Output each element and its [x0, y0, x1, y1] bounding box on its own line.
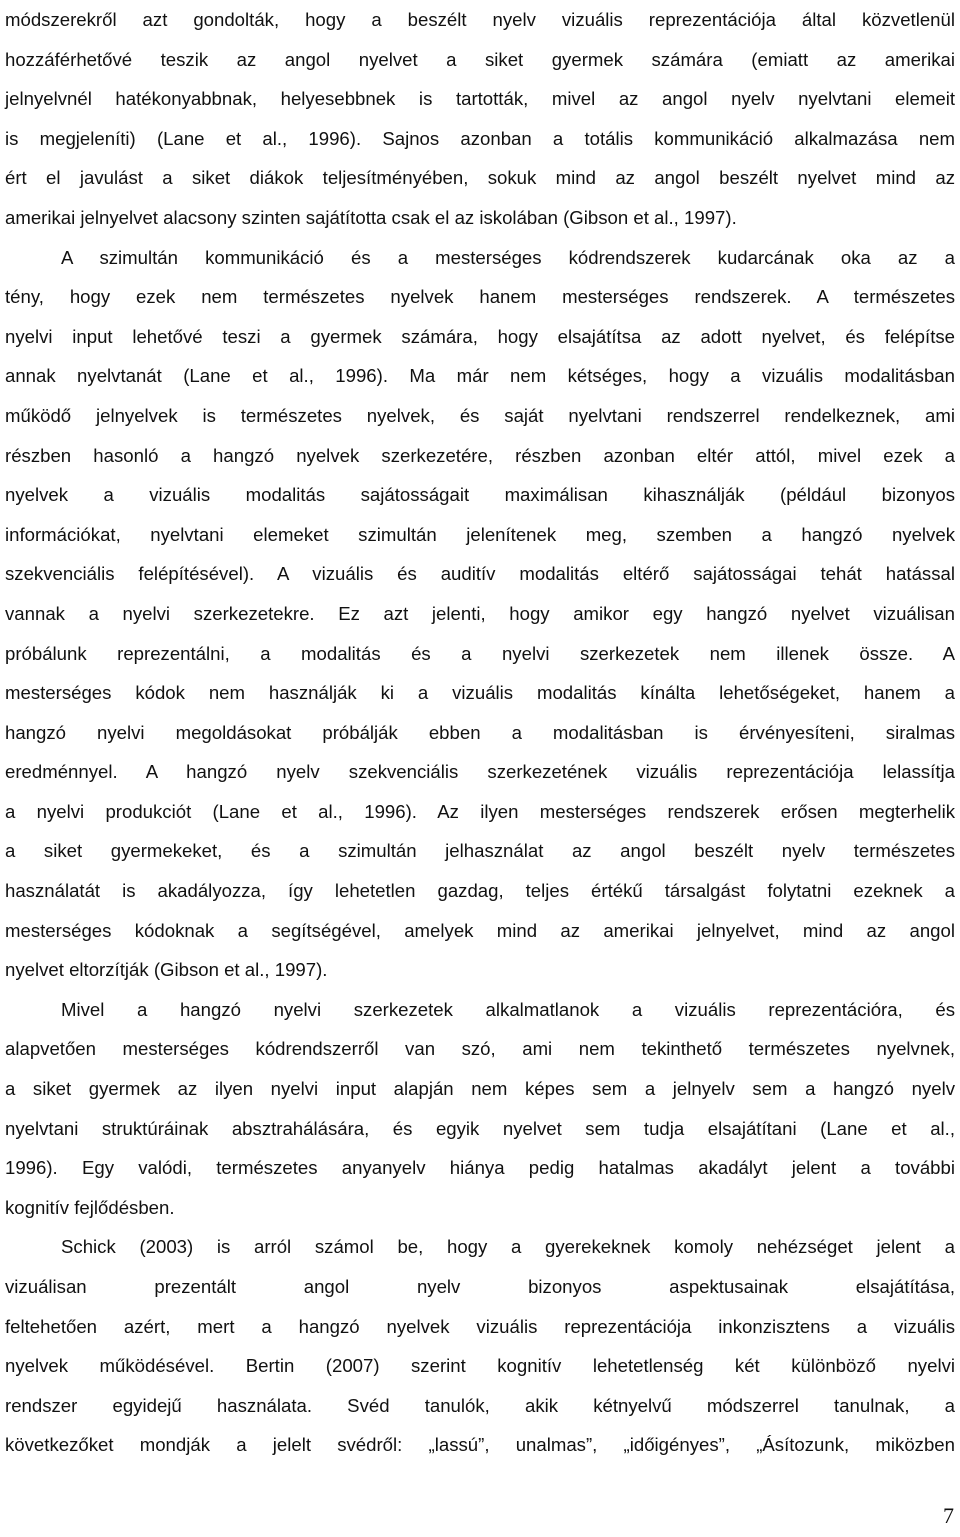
text-line: nyelvi input lehetővé teszi a gyermek számára, hogy elsajátítsa az adott nyelvet, és felépítse: [5, 325, 955, 347]
text-line: hozzáférhetővé teszik az angol nyelvet a siket gyermek számára (emiatt az amerikai: [5, 48, 955, 70]
text-line: nyelvek működésével. Bertin (2007) szerint kognitív lehetetlenség két különböző nyelvi: [5, 1355, 955, 1377]
document-body: [5, 0, 955, 1465]
text-line: módszerekről azt gondolták, hogy a beszélt nyelv vizuális reprezentációja által közvetlenül: [5, 9, 955, 30]
text-line: Mivel a hangzó nyelvi szerkezetek alkalmatlanok a vizuális reprezentációra, és: [61, 998, 955, 1020]
text-line: következőket mondják a jelelt svédről: „lassú”, unalmas”, „időigényes”, „Ásítozunk, miközben: [5, 1434, 955, 1456]
text-line: hangzó nyelvi megoldásokat próbálják ebben a modalitásban is érvényesíteni, siralmas: [5, 721, 955, 743]
text-line: 1996). Egy valódi, természetes anyanyelv hiánya pedig hatalmas akadályt jelent a további: [5, 1157, 955, 1179]
text-line: használatát is akadályozza, így lehetetlen gazdag, teljes értékű társalgást folytatni ezeknek a: [5, 880, 955, 902]
text-line: rendszer egyidejű használata. Svéd tanulók, akik kétnyelvű módszerrel tanulnak, a: [5, 1394, 955, 1416]
text-line: nyelvtani struktúráinak absztrahálására, és egyik nyelvet sem tudja elsajátítani (Lane et al.,: [5, 1117, 955, 1139]
text-line: a nyelvi produkciót (Lane et al., 1996). Az ilyen mesterséges rendszerek erősen megterhelik: [5, 800, 955, 822]
text-line: információkat, nyelvtani elemeket szimultán jelenítenek meg, szemben a hangzó nyelvek: [5, 523, 955, 545]
text-line: működő jelnyelvek is természetes nyelvek, és saját nyelvtani rendszerrel rendelkeznek, ami: [5, 404, 955, 426]
text-line: nyelvet eltorzítják (Gibson et al., 1997).: [5, 959, 328, 981]
text-line: részben hasonló a hangzó nyelvek szerkezetére, részben azonban eltér attól, mivel ezek a: [5, 444, 955, 466]
text-line: nyelvek a vizuális modalitás sajátosságait maximálisan kihasználják (például bizonyos: [5, 484, 955, 506]
text-line: feltehetően azért, mert a hangzó nyelvek vizuális reprezentációja inkonzisztens a vizuális: [5, 1315, 955, 1337]
text-line: alapvetően mesterséges kódrendszerről van szó, ami nem tekinthető természetes nyelvnek,: [5, 1038, 955, 1060]
text-line: amerikai jelnyelvet alacsony szinten sajátította csak el az iskolában (Gibson et al., 1997).: [5, 206, 737, 228]
text-line: jelnyelvnél hatékonyabbnak, helyesebbnek is tartották, mivel az angol nyelv nyelvtani elemeit: [5, 88, 955, 110]
text-line: szekvenciális felépítésével). A vizuális és auditív modalitás eltérő sajátosságai tehát hatással: [5, 563, 955, 585]
text-line: vizuálisan prezentált angol nyelv bizonyos aspektusainak elsajátítása,: [5, 1276, 955, 1297]
text-line: ért el javulást a siket diákok teljesítményében, sokuk mind az angol beszélt nyelvet mind az: [5, 167, 955, 189]
text-line: is megjeleníti) (Lane et al., 1996). Sajnos azonban a totális kommunikáció alkalmazása nem: [5, 127, 955, 149]
text-line: próbálunk reprezentálni, a modalitás és a nyelvi szerkezetek nem illenek össze. A: [5, 642, 955, 664]
page-number: 7: [943, 1503, 954, 1528]
text-line: annak nyelvtanát (Lane et al., 1996). Ma már nem kétséges, hogy a vizuális modalitásban: [5, 365, 955, 387]
text-line: tény, hogy ezek nem természetes nyelvek hanem mesterséges rendszerek. A természetes: [5, 286, 955, 308]
text-line: eredménnyel. A hangzó nyelv szekvenciális szerkezetének vizuális reprezentációja lelassítja: [5, 761, 955, 783]
text-line: vannak a nyelvi szerkezetekre. Ez azt jelenti, hogy amikor egy hangzó nyelvet vizuálisan: [5, 602, 955, 624]
text-line: Schick (2003) is arról számol be, hogy a gyerekeknek komoly nehézséget jelent a: [61, 1236, 955, 1258]
text-line: A szimultán kommunikáció és a mesterséges kódrendszerek kudarcának oka az a: [61, 246, 955, 268]
text-line: mesterséges kódoknak a segítségével, amelyek mind az amerikai jelnyelvet, mind az angol: [5, 919, 955, 941]
text-line: a siket gyermekeket, és a szimultán jelhasználat az angol beszélt nyelv természetes: [5, 840, 955, 862]
text-line: kognitív fejlődésben.: [5, 1196, 175, 1218]
text-line: a siket gyermek az ilyen nyelvi input alapján nem képes sem a jelnyelv sem a hangzó nyelv: [5, 1078, 955, 1100]
text-line: mesterséges kódok nem használják ki a vizuális modalitás kínálta lehetőségeket, hanem a: [5, 682, 955, 704]
